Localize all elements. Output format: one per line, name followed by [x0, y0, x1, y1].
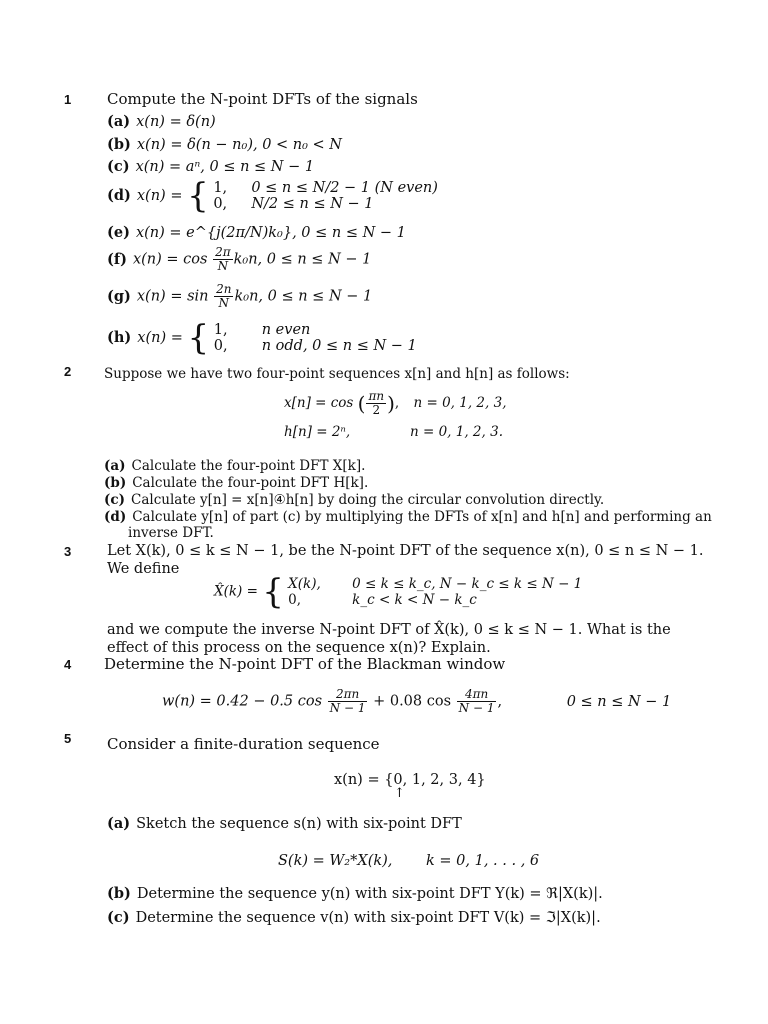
p1-item-f	[107, 246, 371, 273]
item-label: (a)	[107, 815, 131, 832]
denominator: N − 1	[329, 701, 366, 715]
problem-number: 3	[64, 544, 72, 559]
numerator: 2n	[216, 282, 232, 296]
numerator: 4πn	[457, 688, 497, 702]
eq-lhs: S(k) = W₂*X(k),	[278, 853, 393, 869]
p2-item-d-cont: inverse DFT.	[128, 525, 214, 541]
item-label: (b)	[107, 885, 131, 902]
p2-item-c	[104, 492, 604, 508]
problem-number: 4	[64, 657, 72, 672]
p2-item-a	[104, 458, 365, 474]
problem-number: 1	[64, 92, 72, 107]
fraction	[213, 246, 233, 273]
fraction	[366, 390, 386, 417]
item-text: Calculate y[n] = x[n]④h[n] by doing the circular convolution directly.	[131, 492, 605, 508]
case-condition: 0 ≤ k ≤ k_c, N − k_c ≤ k ≤ N − 1	[352, 576, 583, 592]
item-label: (e)	[107, 224, 130, 241]
fraction	[328, 688, 368, 715]
cases	[213, 180, 438, 212]
p2-intro: Suppose we have two four-point sequences x[n] and h[n] as follows:	[104, 366, 570, 382]
numerator: 2π	[215, 245, 231, 259]
p1-item-e	[107, 225, 406, 241]
p5-item-a	[107, 816, 462, 832]
p1-item-h	[107, 318, 417, 358]
p3-line2: We define	[107, 561, 180, 577]
eq-lhs: w(n) = 0.42 − 0.5 cos	[162, 693, 323, 710]
fraction	[457, 688, 497, 715]
case-value: 1,	[213, 322, 228, 338]
denominator: N − 1	[458, 701, 495, 715]
case-value: 0,	[213, 338, 228, 354]
item-label: (d)	[107, 187, 131, 204]
item-lhs: x(n) = sin	[136, 288, 209, 305]
item-label: (c)	[107, 158, 130, 175]
item-lhs: x(n) =	[137, 330, 183, 346]
p1-title: Compute the N-point DFTs of the signals	[107, 90, 418, 108]
item-label: (h)	[107, 329, 132, 346]
p5-eq	[278, 853, 539, 869]
numerator: 2πn	[328, 688, 368, 702]
item-text: Calculate the four-point DFT X[k].	[131, 458, 366, 474]
item-label: (c)	[104, 492, 125, 508]
problem-number: 5	[64, 731, 72, 746]
p2-item-d	[104, 509, 712, 525]
denominator: N	[218, 296, 230, 310]
p3-def	[214, 572, 583, 612]
denominator: 2	[372, 403, 381, 417]
item-text: Calculate y[n] of part (c) by multiplying the DFTs of x[n] and h[n] and performing an	[132, 509, 712, 525]
p1-item-d	[107, 176, 438, 216]
item-label: (g)	[107, 287, 131, 305]
case-condition: n odd, 0 ≤ n ≤ N − 1	[261, 338, 417, 354]
case-condition: 0 ≤ n ≤ N/2 − 1 (N even)	[251, 180, 438, 196]
item-text: Sketch the sequence s(n) with six-point DFT	[136, 816, 462, 832]
case-value: 0,	[288, 592, 302, 608]
case-value: X(k),	[288, 576, 321, 592]
p4-eq: w(n) = 0.42 − 0.5 cos $\frac{2\pi n}{N - 1}$ + 0.08 cos $\frac{4\pi n}{N - 1}$ , 0 ≤ n ≤ N − 1	[162, 687, 672, 715]
brace: {	[262, 572, 284, 612]
p3-line1: Let X(k), 0 ≤ k ≤ N − 1, be the N-point DFT of the sequence x(n), 0 ≤ n ≤ N − 1.	[107, 543, 704, 559]
p4-title: Determine the N-point DFT of the Blackman window	[104, 655, 506, 673]
item-text: Calculate the four-point DFT H[k].	[132, 475, 369, 491]
eq-cond: n = 0, 1, 2, 3.	[410, 424, 503, 440]
eq-cond: n = 0, 1, 2, 3,	[413, 395, 507, 411]
item-label: (d)	[104, 509, 127, 525]
problem-number: 2	[64, 364, 72, 379]
p5-title: Consider a finite-duration sequence	[107, 735, 380, 753]
def-lhs: X̂(k) =	[214, 583, 258, 600]
case-condition: k_c < k < N − k_c	[352, 592, 477, 608]
p1-item-g	[107, 283, 372, 310]
brace: {	[187, 176, 209, 216]
item-text: Determine the sequence y(n) with six-point DFT Y(k) = ℜ|X(k)|.	[136, 886, 603, 902]
item-label: (a)	[104, 458, 126, 474]
case-condition: n even	[261, 322, 311, 338]
p5-item-c	[107, 910, 601, 926]
p1-item-b	[107, 137, 342, 153]
item-expr: x(n) = aⁿ, 0 ≤ n ≤ N − 1	[135, 159, 315, 175]
eq-mid: + 0.08 cos	[373, 693, 452, 710]
item-label: (b)	[107, 136, 131, 153]
eq-lhs: x[n] = cos	[284, 395, 354, 411]
eq-cond: 0 ≤ n ≤ N − 1	[566, 693, 672, 710]
item-lhs: x(n) = cos	[132, 251, 208, 268]
item-lhs: x(n) =	[136, 188, 183, 204]
item-label: (f)	[107, 250, 127, 268]
item-expr: x(n) = e^{j(2π/N)k₀}, 0 ≤ n ≤ N − 1	[135, 225, 406, 241]
denominator: N	[217, 259, 229, 273]
cases	[288, 576, 582, 608]
item-label: (a)	[107, 113, 131, 130]
p1-item-c	[107, 159, 314, 175]
p1-item-a	[107, 114, 216, 130]
p5-arrow: ↑	[394, 786, 405, 801]
paren-close: )	[387, 391, 395, 416]
brace: {	[187, 318, 210, 358]
p5-item-b	[107, 886, 603, 902]
item-expr: x(n) = δ(n − n₀), 0 < n₀ < N	[136, 137, 342, 153]
p2-eq-x: x[n] = cos ( $\frac{\pi n}{2}$ ), n = 0, 1, 2, 3,	[284, 389, 507, 417]
eq-lhs: h[n] = 2ⁿ,	[284, 424, 351, 440]
item-rest: k₀n, 0 ≤ n ≤ N − 1	[233, 251, 372, 268]
p5-seq: x(n) = {0, 1, 2, 3, 4}	[334, 772, 486, 788]
case-value: 0,	[213, 196, 228, 212]
p3-line4: effect of this process on the sequence x(n)? Explain.	[107, 640, 491, 656]
item-expr: x(n) = δ(n)	[136, 114, 216, 130]
fraction	[214, 283, 233, 310]
paren-open: (	[357, 391, 366, 416]
cases	[214, 322, 417, 354]
p3-line3: and we compute the inverse N-point DFT of X̂(k), 0 ≤ k ≤ N − 1. What is the	[107, 622, 671, 638]
case-value: 1,	[213, 180, 228, 196]
item-label: (c)	[107, 909, 130, 926]
item-text: Determine the sequence v(n) with six-point DFT V(k) = ℑ|X(k)|.	[135, 910, 601, 926]
p2-item-b	[104, 475, 368, 491]
item-label: (b)	[104, 475, 127, 491]
numerator: πn	[368, 389, 385, 403]
eq-cond: k = 0, 1, . . . , 6	[426, 853, 540, 869]
case-condition: N/2 ≤ n ≤ N − 1	[251, 196, 374, 212]
p2-eq-h	[284, 424, 503, 440]
item-rest: k₀n, 0 ≤ n ≤ N − 1	[234, 288, 373, 305]
